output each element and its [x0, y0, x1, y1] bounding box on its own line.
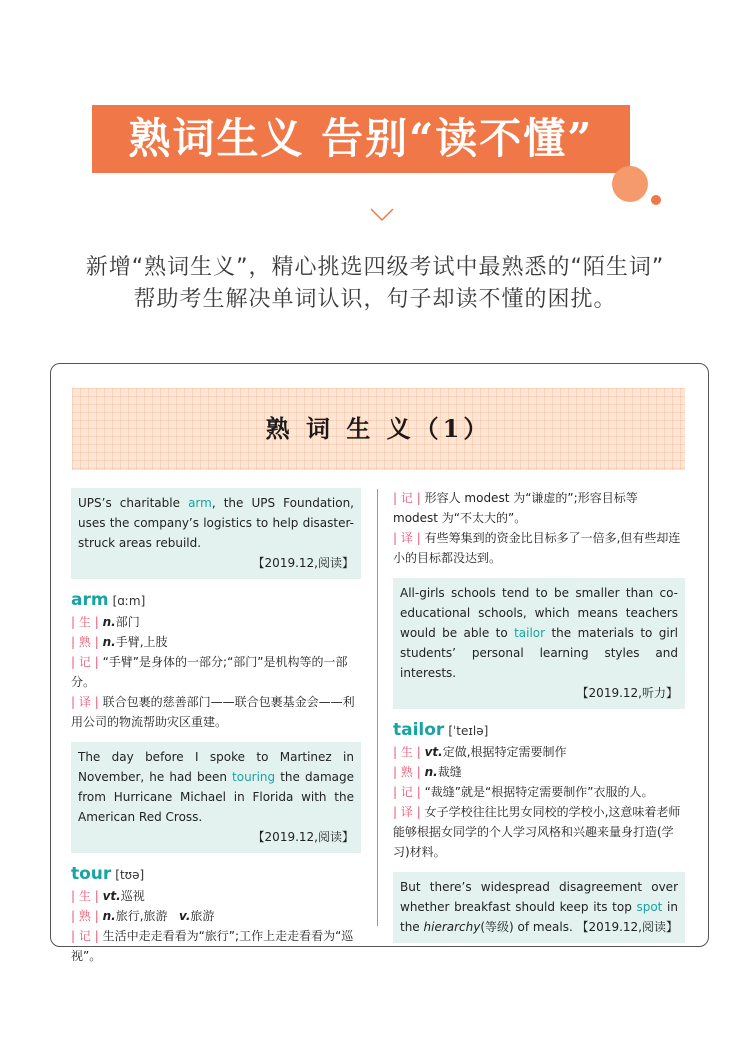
example-box-spot — [393, 872, 685, 943]
part-of-speech: n. — [102, 909, 116, 923]
tag-bar: | — [71, 909, 76, 923]
example-text: , the UPS Foundation, uses the company’s logistics to help disaster-struck areas rebuild. — [78, 496, 354, 550]
memory-tip — [71, 926, 361, 966]
example-text: The day before I spoke to Martinez in November, he had been — [78, 750, 354, 784]
tag-bar: | — [393, 785, 398, 799]
example-text: in the — [400, 900, 678, 934]
tag-bar: | — [71, 889, 76, 903]
tag-bar: | — [393, 745, 398, 759]
translation-text: 女子学校往往比男女同校的学校小,这意味着老师能够根据女同学的个人学习风格和兴趣来量身打造(学习)材料。 — [393, 805, 681, 859]
tag-bar: | — [416, 491, 421, 505]
tag-bar: | — [416, 745, 421, 759]
highlight-word: tailor — [514, 626, 546, 640]
example-box-arm — [71, 488, 361, 579]
memory-tip — [393, 782, 685, 802]
example-text: the materials to girl students’ personal learning styles and interests. — [400, 626, 678, 680]
right-column — [393, 488, 685, 943]
tag-bar: | — [94, 909, 99, 923]
tag-bar: | — [94, 889, 99, 903]
tag-bar: | — [94, 655, 99, 669]
tag-yi: 译 — [78, 695, 91, 709]
translation — [393, 802, 685, 862]
definition-text: 巡视 — [120, 889, 145, 903]
definition-new-meaning — [393, 742, 685, 762]
tag-shu: 熟 — [400, 765, 413, 779]
headword: tailor — [393, 720, 445, 740]
translation — [71, 692, 361, 732]
part-of-speech: vt. — [102, 889, 121, 903]
intro-line-2: 帮助考生解决单词认识，句子却读不懂的困扰。 — [133, 287, 617, 312]
definition-text: 手臂,上肢 — [115, 635, 168, 649]
tip-text: “手臂”是身体的一部分;“部门”是机构等的一部分。 — [71, 655, 348, 689]
memory-tip — [71, 652, 361, 692]
example-text: the damage from Hurricane Michael in Florida with the American Red Cross. — [78, 770, 354, 824]
tag-bar: | — [393, 531, 398, 545]
left-column — [71, 488, 361, 966]
definition-familiar-meaning — [71, 906, 361, 926]
definition-familiar-meaning — [71, 632, 361, 652]
example-box-tailor — [393, 578, 685, 709]
highlight-word: touring — [232, 770, 276, 784]
tag-bar: | — [416, 785, 421, 799]
part-of-speech: n. — [102, 615, 116, 629]
translation-text: 联合包裹的慈善部门——联合包裹基金会——利用公司的物流帮助灾区重建。 — [71, 695, 355, 729]
entry-tour — [71, 863, 361, 886]
phonetic: [ˈteɪlə] — [448, 724, 489, 738]
tag-yi: 译 — [400, 805, 413, 819]
tag-ji: 记 — [78, 929, 91, 943]
definition-text: 旅游 — [190, 909, 215, 923]
tip-text: “裁缝”就是“根据特定需要制作”衣服的人。 — [424, 785, 654, 799]
phonetic: [tʊə] — [115, 868, 145, 882]
tip-text: 生活中走走看看为“旅行”;工作上走走看看为“巡视”。 — [71, 929, 354, 963]
tag-bar: | — [393, 805, 398, 819]
column-divider — [377, 489, 378, 926]
example-text: UPS’s charitable — [78, 496, 189, 510]
example-gloss: (等级) of meals. — [480, 920, 573, 934]
memory-tip — [393, 488, 685, 528]
example-source: 【2019.12,听力】 — [576, 686, 678, 700]
entry-tailor — [393, 719, 685, 742]
part-of-speech: n. — [102, 635, 116, 649]
phonetic: [ɑːm] — [112, 594, 146, 608]
definition-text: 旅行,旅游 — [115, 909, 168, 923]
part-of-speech: n. — [424, 765, 438, 779]
translation-text: 有些筹集到的资金比目标多了一倍多,但有些却连小的目标都没达到。 — [393, 531, 681, 565]
highlight-word: arm — [188, 496, 212, 510]
example-source: 【2019.12,阅读】 — [252, 830, 354, 844]
tag-sheng: 生 — [78, 889, 91, 903]
tip-text: 形容人 modest 为“谦虚的”;形容目标等 modest 为“不太大的”。 — [393, 491, 638, 525]
decorative-circle — [612, 166, 648, 202]
tag-shu: 熟 — [78, 635, 91, 649]
tag-bar: | — [71, 615, 76, 629]
example-text: All-girls schools tend to be smaller than co-educational schools, which means teachers would be able to — [400, 586, 678, 640]
tag-bar: | — [71, 929, 76, 943]
definition-new-meaning — [71, 886, 361, 906]
tag-sheng: 生 — [400, 745, 413, 759]
tag-bar: | — [94, 635, 99, 649]
tag-shu: 熟 — [78, 909, 91, 923]
entry-arm — [71, 589, 361, 612]
title-banner — [92, 105, 630, 173]
translation — [393, 528, 685, 568]
tag-bar: | — [94, 695, 99, 709]
part-of-speech: vt. — [424, 745, 443, 759]
section-heading-panel — [72, 388, 685, 470]
tag-bar: | — [393, 765, 398, 779]
intro-line-1: 新增“熟词生义”，精心挑选四级考试中最熟悉的“陌生词” — [85, 255, 665, 280]
chevron-down-icon — [369, 206, 395, 224]
tag-bar: | — [71, 655, 76, 669]
tag-bar: | — [416, 805, 421, 819]
tag-ji: 记 — [400, 785, 413, 799]
tag-bar: | — [94, 615, 99, 629]
tag-ji: 记 — [400, 491, 413, 505]
definition-new-meaning — [71, 612, 361, 632]
tag-ji: 记 — [78, 655, 91, 669]
part-of-speech: v. — [178, 909, 191, 923]
example-box-tour — [71, 742, 361, 853]
headword: arm — [71, 590, 109, 610]
tag-bar: | — [71, 695, 76, 709]
italic-word: hierarchy — [423, 920, 481, 934]
example-source: 【2019.12,阅读】 — [252, 556, 354, 570]
tag-sheng: 生 — [78, 615, 91, 629]
definition-text: 定做,根据特定需要制作 — [442, 745, 567, 759]
highlight-word: spot — [636, 900, 663, 914]
vocabulary-card — [50, 363, 709, 963]
tag-bar: | — [393, 491, 398, 505]
definition-text: 裁缝 — [437, 765, 462, 779]
tag-bar: | — [416, 765, 421, 779]
definition-familiar-meaning — [393, 762, 685, 782]
tag-yi: 译 — [400, 531, 413, 545]
tag-bar: | — [416, 531, 421, 545]
tag-bar: | — [71, 635, 76, 649]
example-text: But there’s widespread disagreement over whether breakfast should keep its top — [400, 880, 678, 914]
decorative-dot — [651, 195, 661, 205]
banner-title: 熟词生义 告别“读不懂” — [128, 114, 594, 163]
example-source: 【2019.12,阅读】 — [576, 920, 678, 934]
headword: tour — [71, 864, 112, 884]
definition-text: 部门 — [115, 615, 140, 629]
tag-bar: | — [94, 929, 99, 943]
section-heading: 熟 词 生 义（1） — [265, 414, 492, 443]
